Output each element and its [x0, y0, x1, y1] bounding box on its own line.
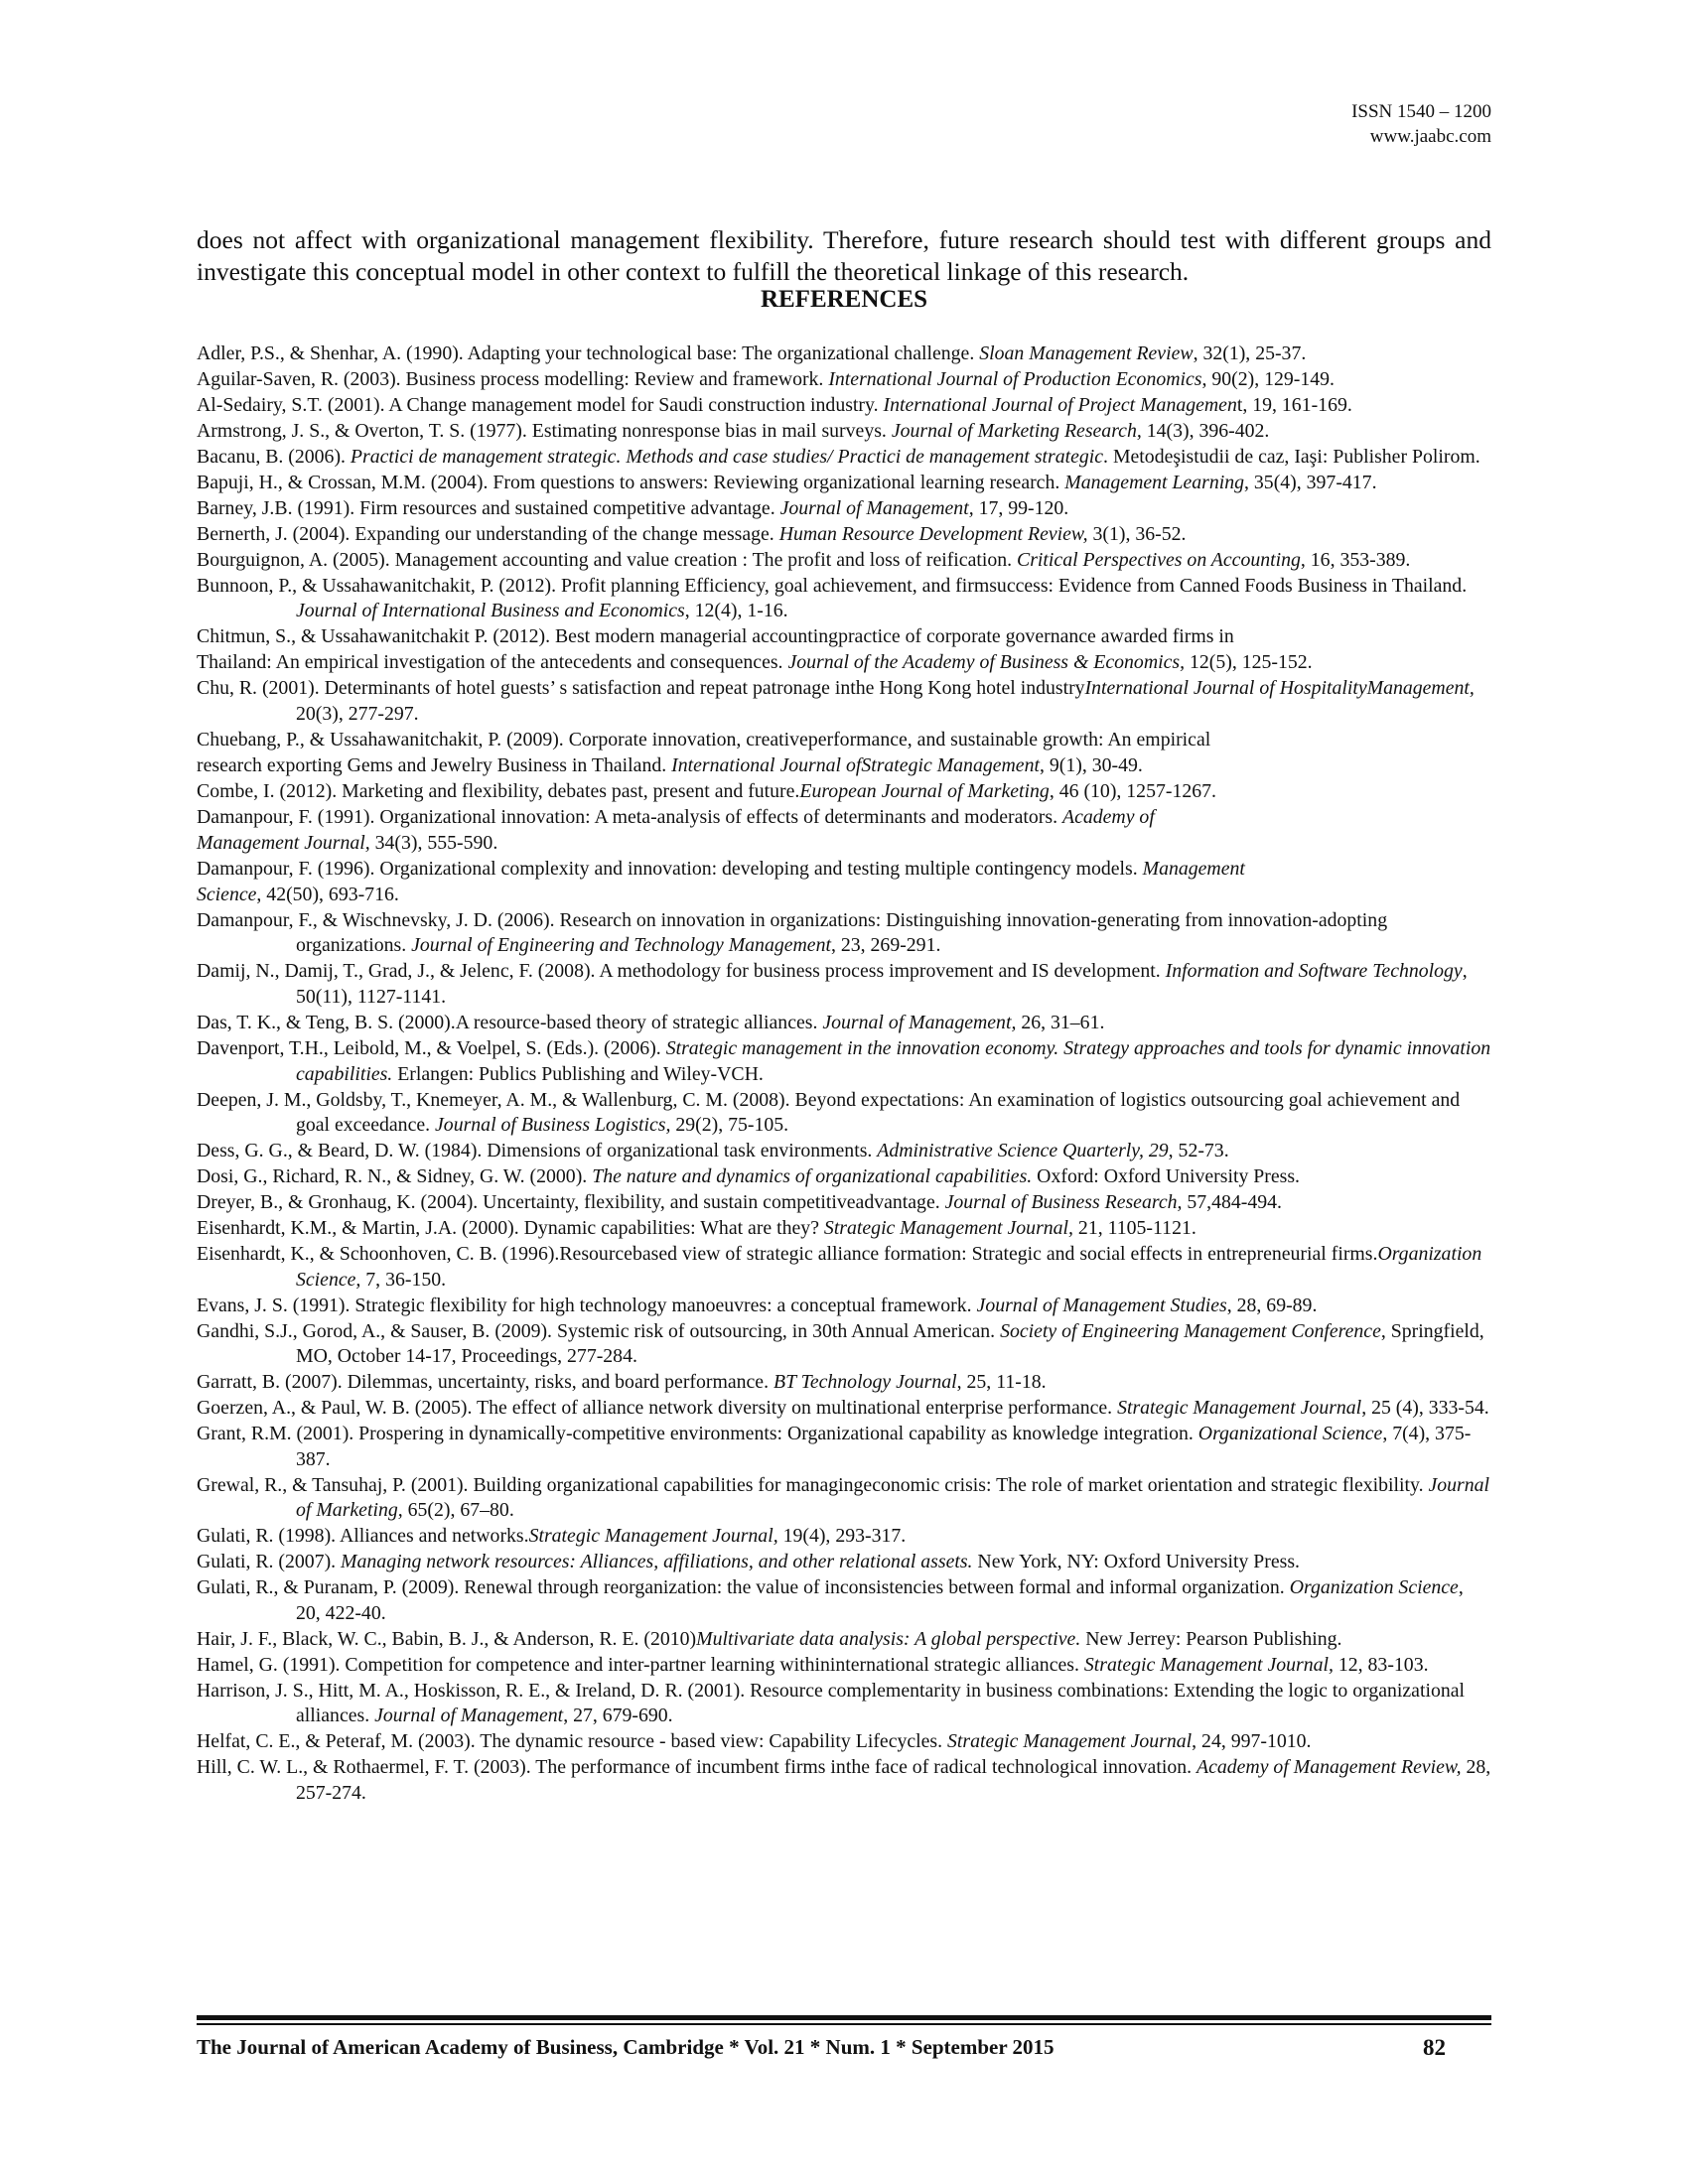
- reference-entry: [197, 419, 1491, 445]
- reference-journal: Management Journal,: [197, 831, 370, 854]
- reference-entry: [197, 1242, 1491, 1293]
- reference-text: Das, T. K., & Teng, B. S. (2000).A resource-based theory of strategic alliances.: [197, 1012, 823, 1034]
- reference-text: Damanpour, F. (1996). Organizational complexity and innovation: developing and testing multiple contingency models.: [197, 857, 1143, 880]
- reference-details: , 35(4), 397-417.: [1244, 471, 1377, 493]
- reference-text: Chitmun, S., & Ussahawanitchakit P. (2012). Best modern managerial accountingpractice of corporate governance awarded firms in: [197, 625, 1234, 648]
- references-heading: REFERENCES: [760, 286, 928, 313]
- reference-text: Hair, J. F., Black, W. C., Babin, B. J., & Anderson, R. E. (2010): [197, 1627, 697, 1650]
- reference-text: Armstrong, J. S., & Overton, T. S. (1977). Estimating nonresponse bias in mail surveys.: [197, 419, 892, 442]
- reference-details: , 23, 269-291.: [830, 934, 941, 957]
- reference-details: 34(3), 555-590.: [369, 831, 498, 854]
- reference-journal: Management: [1142, 857, 1245, 880]
- reference-entry: [197, 1653, 1491, 1679]
- reference-details: , 25, 11-18.: [956, 1371, 1047, 1394]
- reference-text: research exporting Gems and Jewelry Business in Thailand.: [197, 753, 672, 776]
- reference-text: Dosi, G., Richard, R. N., & Sidney, G. W. (2000).: [197, 1165, 593, 1188]
- reference-journal: Journal of International Business and Economics: [296, 600, 685, 622]
- reference-journal: Organizational Science: [1197, 1423, 1383, 1445]
- reference-details: , 46 (10), 1257-1267.: [1049, 779, 1216, 802]
- reference-details: 65(2), 67–80.: [402, 1499, 514, 1522]
- reference-entry: [197, 805, 1491, 831]
- reference-entry: [197, 1575, 1491, 1626]
- reference-text: Deepen, J. M., Goldsby, T., Knemeyer, A. M., & Wallenburg, C. M. (2008). Beyond expectations: An examination of logistics outsourcing goal achievement and goal exceedance.: [197, 1088, 1461, 1137]
- reference-journal: Journal of Engineering and Technology Management: [411, 934, 831, 957]
- reference-details: 19(4), 293-317.: [777, 1525, 907, 1548]
- reference-entry: [197, 522, 1491, 548]
- reference-details: 12(5), 125-152.: [1185, 651, 1313, 674]
- reference-text: Bunnoon, P., & Ussahawanitchakit, P. (2012). Profit planning Efficiency, goal achievement, and firmsuccess: Evidence from Canned Foods Business in Thailand.: [197, 574, 1468, 597]
- reference-entry: [197, 1550, 1491, 1575]
- reference-entry: [197, 471, 1491, 496]
- reference-entry: [197, 341, 1491, 367]
- reference-entry: [197, 1088, 1491, 1139]
- reference-details: New York, NY: Oxford University Press.: [972, 1551, 1300, 1573]
- reference-journal: International Journal of HospitalityManagement,: [1084, 677, 1475, 700]
- reference-text: Harrison, J. S., Hitt, M. A., Hoskisson, R. E., & Ireland, D. R. (2001). Resource complementarity in business combinations: Extending the logic to organizational alliances.: [197, 1679, 1466, 1727]
- reference-details: , 25 (4), 333-54.: [1361, 1397, 1489, 1420]
- reference-journal: Science: [197, 883, 257, 905]
- reference-text: Gulati, R. (1998). Alliances and networks.: [197, 1525, 529, 1548]
- reference-entry: [197, 548, 1491, 574]
- reference-journal: International Journal of Project Managemen: [883, 393, 1237, 416]
- reference-journal: Multivariate data analysis: A global perspective.: [696, 1627, 1081, 1650]
- reference-journal: Strategic Management Journal: [947, 1730, 1193, 1753]
- reference-journal: Human Resource Development Review,: [778, 522, 1088, 545]
- reference-text: Chu, R. (2001). Determinants of hotel guests’ s satisfaction and repeat patronage inthe Hong Kong hotel industry: [197, 677, 1085, 700]
- reference-entry: [197, 650, 1491, 676]
- reference-text: Adler, P.S., & Shenhar, A. (1990). Adapting your technological base: The organizational challenge.: [197, 342, 980, 364]
- reference-text: Helfat, C. E., & Peteraf, M. (2003). The dynamic resource - based view: Capability Lifecycles.: [197, 1730, 948, 1753]
- reference-entry: [197, 367, 1491, 393]
- reference-journal: Journal of Business Logistics,: [435, 1114, 671, 1137]
- reference-journal: Journal of Marketing,: [296, 1473, 1490, 1522]
- reference-journal: Journal of Management,: [822, 1012, 1017, 1034]
- reference-journal: The nature and dynamics of organizational capabilities.: [592, 1165, 1033, 1188]
- reference-journal: Journal of Management Studies: [976, 1294, 1227, 1316]
- reference-details: , 42(50), 693-716.: [256, 883, 399, 905]
- reference-text: Combe, I. (2012). Marketing and flexibility, debates past, present and future.: [197, 779, 800, 802]
- reference-entry: [197, 1164, 1491, 1190]
- reference-text: Hamel, G. (1991). Competition for competence and inter-partner learning withininternational strategic alliances.: [197, 1653, 1084, 1676]
- reference-text: Chuebang, P., & Ussahawanitchakit, P. (2009). Corporate innovation, creativeperformance, and sustainable growth: An empirical: [197, 728, 1211, 751]
- footer-journal-line: The Journal of American Academy of Business, Cambridge * Vol. 21 * Num. 1 * September 2015: [197, 2035, 1055, 2059]
- reference-details: , 28, 69-89.: [1226, 1294, 1318, 1316]
- reference-entry: [197, 1396, 1491, 1422]
- reference-journal: Journal of Marketing Research,: [891, 419, 1142, 442]
- reference-entry: [197, 1729, 1491, 1755]
- reference-text: Gandhi, S.J., Gorod, A., & Sauser, B. (2009). Systemic risk of outsourcing, in 30th Annual American.: [197, 1319, 1001, 1342]
- reference-journal: Managing network resources: Alliances, affiliations, and other relational assets.: [341, 1551, 973, 1573]
- reference-text: Bapuji, H., & Crossan, M.M. (2004). From questions to answers: Reviewing organizational learning research.: [197, 471, 1065, 493]
- reference-entry: [197, 1370, 1491, 1396]
- reference-entry: [197, 1036, 1491, 1087]
- reference-journal: Society of Engineering Management Conference: [1000, 1319, 1381, 1342]
- reference-journal: International Journal ofStrategic Management: [671, 753, 1040, 776]
- reference-journal: Strategic Management Journal,: [1083, 1653, 1334, 1676]
- reference-details: , 20, 422-40.: [296, 1576, 1464, 1624]
- reference-entry: [197, 1190, 1491, 1216]
- reference-text: Eisenhardt, K.M., & Martin, J.A. (2000). Dynamic capabilities: What are they?: [197, 1217, 824, 1240]
- reference-text: Dreyer, B., & Gronhaug, K. (2004). Uncertainty, flexibility, and sustain competitiveadvantage.: [197, 1191, 945, 1214]
- reference-text: Al-Sedairy, S.T. (2001). A Change management model for Saudi construction industry.: [197, 393, 884, 416]
- footer-rule-thick: [197, 2015, 1491, 2020]
- reference-details: Erlangen: Publics Publishing and Wiley-VCH.: [392, 1062, 764, 1085]
- reference-journal: Journal of Management,: [779, 496, 974, 519]
- reference-text: Evans, J. S. (1991). Strategic flexibility for high technology manoeuvres: a conceptual framework.: [197, 1294, 977, 1316]
- reference-journal: Academy of: [1062, 805, 1155, 828]
- reference-entry: [197, 779, 1491, 805]
- reference-text: Gulati, R., & Puranam, P. (2009). Renewal through reorganization: the value of inconsistencies between formal and informal organization.: [197, 1576, 1290, 1599]
- reference-entry: [197, 831, 1491, 857]
- reference-details: t, 19, 161-169.: [1236, 393, 1352, 416]
- reference-entry: [197, 1755, 1491, 1806]
- reference-entry: [197, 676, 1491, 727]
- reference-details: 29(2), 75-105.: [670, 1114, 789, 1137]
- reference-text: Bourguignon, A. (2005). Management accounting and value creation : The profit and loss of reification.: [197, 548, 1018, 571]
- issn-header: [1351, 99, 1491, 149]
- reference-journal: Journal of Business Research,: [944, 1191, 1183, 1214]
- reference-details: 14(3), 396-402.: [1141, 419, 1270, 442]
- reference-text: Aguilar-Saven, R. (2003). Business process modelling: Review and framework.: [197, 367, 829, 390]
- reference-journal: Organization Science: [1289, 1576, 1459, 1599]
- reference-entry: [197, 1319, 1491, 1370]
- reference-entry: [197, 1473, 1491, 1524]
- reference-text: Davenport, T.H., Leibold, M., & Voelpel, S. (Eds.). (2006).: [197, 1037, 666, 1060]
- footer-rule-thin: [197, 2023, 1491, 2025]
- reference-text: Damanpour, F., & Wischnevsky, J. D. (2006). Research on innovation in organizations: Distinguishing innovation-generating from innovation-adopting organizations.: [197, 908, 1388, 957]
- reference-details: 3(1), 36-52.: [1087, 522, 1187, 545]
- reference-details: , 7(4), 375-387.: [296, 1423, 1472, 1470]
- journal-website: www.jaabc.com: [1369, 126, 1491, 147]
- reference-entry: [197, 728, 1491, 753]
- reference-details: , 12(4), 1-16.: [684, 600, 788, 622]
- reference-details: Oxford: Oxford University Press.: [1032, 1165, 1300, 1188]
- reference-text: Damij, N., Damij, T., Grad, J., & Jelenc, F. (2008). A methodology for business process improvement and IS development.: [197, 960, 1166, 983]
- reference-journal: Strategic Management Journal,: [528, 1525, 778, 1548]
- reference-journal: Information and Software Technology: [1165, 960, 1463, 983]
- reference-entry: [197, 1524, 1491, 1550]
- reference-journal: BT Technology Journal: [773, 1371, 957, 1394]
- reference-details: , 52-73.: [1168, 1140, 1229, 1162]
- reference-text: Thailand: An empirical investigation of the antecedents and consequences.: [197, 651, 788, 674]
- reference-entry: [197, 574, 1491, 624]
- reference-details: 20(3), 277-297.: [296, 703, 419, 725]
- reference-details: 21, 1105-1121.: [1072, 1217, 1196, 1240]
- reference-text: Grant, R.M. (2001). Prospering in dynamically-competitive environments: Organizational capability as knowledge integration.: [197, 1423, 1198, 1445]
- reference-entry: [197, 753, 1491, 779]
- reference-text: Bacanu, B. (2006).: [197, 445, 351, 468]
- reference-details: , 9(1), 30-49.: [1039, 753, 1143, 776]
- reference-journal: Journal of Management: [374, 1705, 564, 1727]
- reference-entry: [197, 393, 1491, 419]
- reference-entry: [197, 1679, 1491, 1729]
- reference-text: Bernerth, J. (2004). Expanding our understanding of the change message.: [197, 522, 779, 545]
- reference-details: , 24, 997-1010.: [1192, 1730, 1312, 1753]
- reference-journal: Practici de management strategic. Methods and case studies/ Practici de management strategic: [350, 445, 1104, 468]
- reference-details: 28, 257-274.: [296, 1756, 1491, 1805]
- reference-journal: Academy of Management Review,: [1196, 1756, 1462, 1779]
- reference-details: 7, 36-150.: [360, 1268, 447, 1291]
- reference-journal: Management Learning: [1064, 471, 1245, 493]
- reference-journal: Journal of the Academy of Business & Economics,: [787, 651, 1186, 674]
- reference-text: Dess, G. G., & Beard, D. W. (1984). Dimensions of organizational task environments.: [197, 1140, 878, 1162]
- reference-details: , 50(11), 1127-1141.: [296, 960, 1468, 1009]
- reference-entry: [197, 1139, 1491, 1164]
- reference-text: Grewal, R., & Tansuhaj, P. (2001). Building organizational capabilities for managingeconomic crisis: The role of market orientation and strategic flexibility.: [197, 1473, 1429, 1496]
- reference-journal: Strategic management in the innovation economy. Strategy approaches and tools for dynamic innovation capabilities.: [296, 1037, 1491, 1085]
- reference-entry: [197, 1422, 1491, 1472]
- reference-text: Barney, J.B. (1991). Firm resources and sustained competitive advantage.: [197, 496, 780, 519]
- reference-entry: [197, 1294, 1491, 1319]
- reference-journal: Sloan Management Review: [979, 342, 1194, 364]
- page-number: 82: [1423, 2035, 1446, 2060]
- reference-entry: [197, 883, 1491, 908]
- reference-entry: [197, 445, 1491, 471]
- reference-details: . Metodeşistudii de caz, Iaşi: Publisher Polirom.: [1103, 445, 1480, 468]
- reference-details: New Jerrey: Pearson Publishing.: [1080, 1627, 1342, 1650]
- reference-details: , Springfield, MO, October 14-17, Proceedings, 277-284.: [296, 1319, 1484, 1368]
- reference-text: Eisenhardt, K., & Schoonhoven, C. B. (1996).Resourcebased view of strategic alliance formation: Strategic and social effects in entrepreneurial firms.: [197, 1243, 1378, 1266]
- reference-entry: [197, 496, 1491, 522]
- reference-details: 57,484-494.: [1182, 1191, 1282, 1214]
- reference-journal: Strategic Management Journal,: [823, 1217, 1073, 1240]
- reference-journal: Strategic Management Journal: [1117, 1397, 1362, 1420]
- reference-text: Goerzen, A., & Paul, W. B. (2005). The effect of alliance network diversity on multinational enterprise performance.: [197, 1397, 1118, 1420]
- reference-details: , 90(2), 129-149.: [1201, 367, 1336, 390]
- reference-text: Gulati, R. (2007).: [197, 1551, 342, 1573]
- reference-entry: [197, 857, 1491, 883]
- reference-entry: [197, 1627, 1491, 1653]
- reference-details: 26, 31–61.: [1016, 1012, 1105, 1034]
- reference-details: 17, 99-120.: [973, 496, 1069, 519]
- reference-details: , 16, 353-389.: [1300, 548, 1411, 571]
- reference-entry: [197, 959, 1491, 1010]
- intro-paragraph: does not affect with organizational management flexibility. Therefore, future research should test with different groups and investigate this conceptual model in other context to fulfill the theoretical linkage of this research.: [197, 224, 1491, 286]
- reference-details: , 32(1), 25-37.: [1193, 342, 1307, 364]
- reference-text: Garratt, B. (2007). Dilemmas, uncertainty, risks, and board performance.: [197, 1371, 774, 1394]
- reference-text: Damanpour, F. (1991). Organizational innovation: A meta-analysis of effects of determinants and moderators.: [197, 805, 1062, 828]
- references-list: [197, 341, 1491, 1807]
- reference-details: 12, 83-103.: [1333, 1653, 1429, 1676]
- issn-number: ISSN 1540 – 1200: [1351, 101, 1491, 122]
- reference-journal: Administrative Science Quarterly, 29: [877, 1140, 1169, 1162]
- reference-journal: International Journal of Production Economics: [828, 367, 1202, 390]
- reference-text: Hill, C. W. L., & Rothaermel, F. T. (2003). The performance of incumbent firms inthe face of radical technological innovation.: [197, 1756, 1196, 1779]
- reference-journal: Critical Perspectives on Accounting: [1017, 548, 1301, 571]
- reference-entry: [197, 624, 1491, 650]
- reference-journal: Organization Science,: [296, 1243, 1482, 1291]
- reference-details: , 27, 679-690.: [563, 1705, 673, 1727]
- reference-entry: [197, 1011, 1491, 1036]
- reference-entry: [197, 1216, 1491, 1242]
- reference-journal: European Journal of Marketing: [799, 779, 1050, 802]
- reference-entry: [197, 908, 1491, 959]
